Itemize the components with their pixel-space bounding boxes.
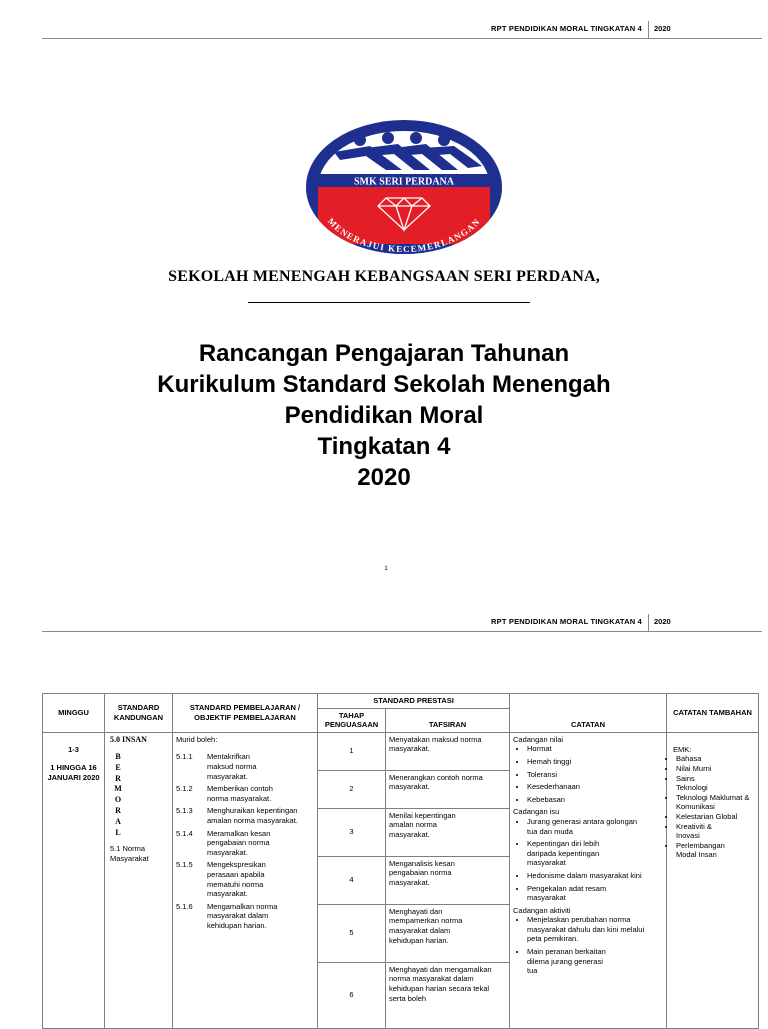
vertical-letter: A xyxy=(115,816,121,826)
tahap-cell: 4 xyxy=(318,856,386,904)
title-line-2: Kurikulum Standard Sekolah Menengah xyxy=(157,371,611,398)
document-title xyxy=(0,338,768,493)
header-doc-title: RPT PENDIDIKAN MORAL TINGKATAN 4 xyxy=(491,24,642,33)
col-header-tahap: TAHAP PENGUASAAN xyxy=(318,708,386,732)
list-item: • Kesederhanaan xyxy=(527,782,663,792)
header-year: 2020 xyxy=(654,24,671,33)
header-rule xyxy=(42,38,762,39)
tafsiran-cell: Menerangkan contoh norma masyarakat. xyxy=(386,770,510,808)
title-line-3: Pendidikan Moral xyxy=(284,402,484,429)
title-line-1: Rancangan Pengajaran Tahunan xyxy=(198,340,570,367)
tafsiran-cell: Menghayati dan mempamerkan norma masyarakat dalam kehidupan harian. xyxy=(386,904,510,962)
blank-line xyxy=(248,302,530,303)
sp-item: 5.1.3 Menghuraikan kepentingan amalan norma masyarakat. xyxy=(176,806,298,825)
list-item: • Kelestarian Global xyxy=(676,812,742,822)
col-header-standard-kandungan: STANDARD KANDUNGAN xyxy=(105,694,173,733)
pembelajaran-cell xyxy=(173,732,318,1028)
col-header-standard-pembelajaran: STANDARD PEMBELAJARAN / OBJEKTIF PEMBELAJARAN xyxy=(173,694,318,733)
list-item: • Hormat xyxy=(527,744,663,754)
list-item: • Pengekalan adat resam masyarakat xyxy=(527,884,631,903)
tambahan-cell xyxy=(667,732,759,1028)
minggu-cell xyxy=(43,732,105,1028)
sp-item: 5.1.1 Mentakrifkan maksud norma masyarakat. xyxy=(176,752,257,781)
tahap-cell: 1 xyxy=(318,732,386,770)
title-line-5: 2020 xyxy=(357,464,411,491)
list-item: • Toleransi xyxy=(527,770,663,780)
cadangan-isu-list xyxy=(513,817,663,903)
vertical-letter: L xyxy=(115,827,121,837)
vertical-letter: R xyxy=(115,773,121,783)
sp-item: 5.1.6 Mengamalkan norma masyarakat dalam kehidupan harian. xyxy=(176,901,278,930)
tahap-cell: 2 xyxy=(318,770,386,808)
vertical-letter: M xyxy=(114,784,122,794)
header-year: 2020 xyxy=(654,617,671,626)
list-item: • Sains Teknologi xyxy=(676,774,726,793)
page-number: 1 xyxy=(384,566,388,572)
page-header xyxy=(42,21,762,39)
tahap-cell: 5 xyxy=(318,904,386,962)
cadangan-nilai-label: Cadangan nilai xyxy=(513,734,564,744)
list-item: • Jurang generasi antara golongan tua dan muda xyxy=(527,817,639,836)
page-header xyxy=(42,614,762,632)
emk-list xyxy=(670,754,755,860)
list-item: • Kebebasan xyxy=(527,795,663,805)
list-item: • Kreativiti & Inovasi xyxy=(676,822,726,841)
kandungan-unit: 5.0 INSAN xyxy=(110,734,147,744)
tafsiran-cell: Menilai kepentingan amalan norma masyarakat. xyxy=(386,808,510,856)
col-header-catatan-tambahan: CATATAN TAMBAHAN xyxy=(667,694,759,733)
list-item: • Perlembangan Modal Insan xyxy=(676,841,736,860)
tafsiran-cell: Menyatakan maksud norma masyarakat. xyxy=(386,732,510,770)
col-header-standard-prestasi: STANDARD PRESTASI xyxy=(318,694,510,709)
vertical-letter: B xyxy=(115,752,121,761)
tahap-cell: 3 xyxy=(318,808,386,856)
list-item: • Bahasa xyxy=(676,754,755,764)
vertical-letter: E xyxy=(115,762,121,772)
tafsiran-cell: Menganalisis kesan pengabaian norma masyarakat. xyxy=(386,856,510,904)
vertical-letter: O xyxy=(114,795,122,805)
list-item: • Hedonisme dalam masyarakat kini xyxy=(527,871,647,881)
list-item: • Teknologi Maklumat & Komunikasi xyxy=(676,793,754,812)
list-item: • Main peranan berkaitan dilema jurang generasi tua xyxy=(527,947,607,976)
header-divider xyxy=(648,614,649,632)
list-item: • Hemah tinggi xyxy=(527,757,663,767)
catatan-cell xyxy=(510,732,667,1028)
logo-motto: MENERAJUI KECEMERLANGAN xyxy=(325,216,483,255)
sp-item: 5.1.5 Mengekspresikan perasaan apabila mematuhi norma masyarakat. xyxy=(176,860,266,899)
emk-label: EMK: xyxy=(673,744,692,754)
pembelajaran-intro: Murid boleh: xyxy=(176,734,218,744)
logo-name-text: SMK SERI PERDANA xyxy=(353,176,455,188)
kandungan-sub: 5.1 Norma Masyarakat xyxy=(110,844,149,863)
col-header-minggu: MINGGU xyxy=(43,694,105,733)
minggu-dates: 1 HINGGA 16 JANUARI 2020 xyxy=(47,763,100,782)
title-line-4: Tingkatan 4 xyxy=(317,433,451,460)
kandungan-vertical-text xyxy=(114,752,122,838)
header-doc-title: RPT PENDIDIKAN MORAL TINGKATAN 4 xyxy=(491,617,642,626)
school-name: SEKOLAH MENENGAH KEBANGSAAN SERI PERDANA, xyxy=(168,268,600,285)
header-rule xyxy=(42,631,762,632)
sp-item: 5.1.4 Meramalkan kesan pengabaian norma masyarakat. xyxy=(176,828,271,857)
rpt-table xyxy=(42,693,759,1029)
tahap-cell: 6 xyxy=(318,962,386,1028)
list-item: • Nilai Murni xyxy=(676,764,755,774)
minggu-weeks: 1-3 xyxy=(68,744,79,754)
school-logo xyxy=(304,118,504,256)
header-divider xyxy=(648,21,649,39)
sp-item: 5.1.2 Memberikan contoh norma masyarakat. xyxy=(176,784,273,803)
col-header-catatan: CATATAN xyxy=(510,694,667,733)
cadangan-aktiviti-label: Cadangan aktiviti xyxy=(513,905,571,915)
col-header-tafsiran: TAFSIRAN xyxy=(386,708,510,732)
cadangan-aktiviti-list xyxy=(513,915,663,976)
cadangan-isu-label: Cadangan isu xyxy=(513,807,560,817)
vertical-letter: R xyxy=(115,805,121,815)
cadangan-nilai-list xyxy=(513,744,663,804)
list-item: • Kepentingan diri lebih daripada kepentingan masyarakat xyxy=(527,839,627,868)
list-item: • Menjelaskan perubahan norma masyarakat dahulu dan kini melalui peta pemikiran. xyxy=(527,915,647,944)
tafsiran-cell: Menghayati dan mengamalkan norma masyarakat dalam kehidupan harian secara tekal serta boleh xyxy=(386,962,510,1028)
